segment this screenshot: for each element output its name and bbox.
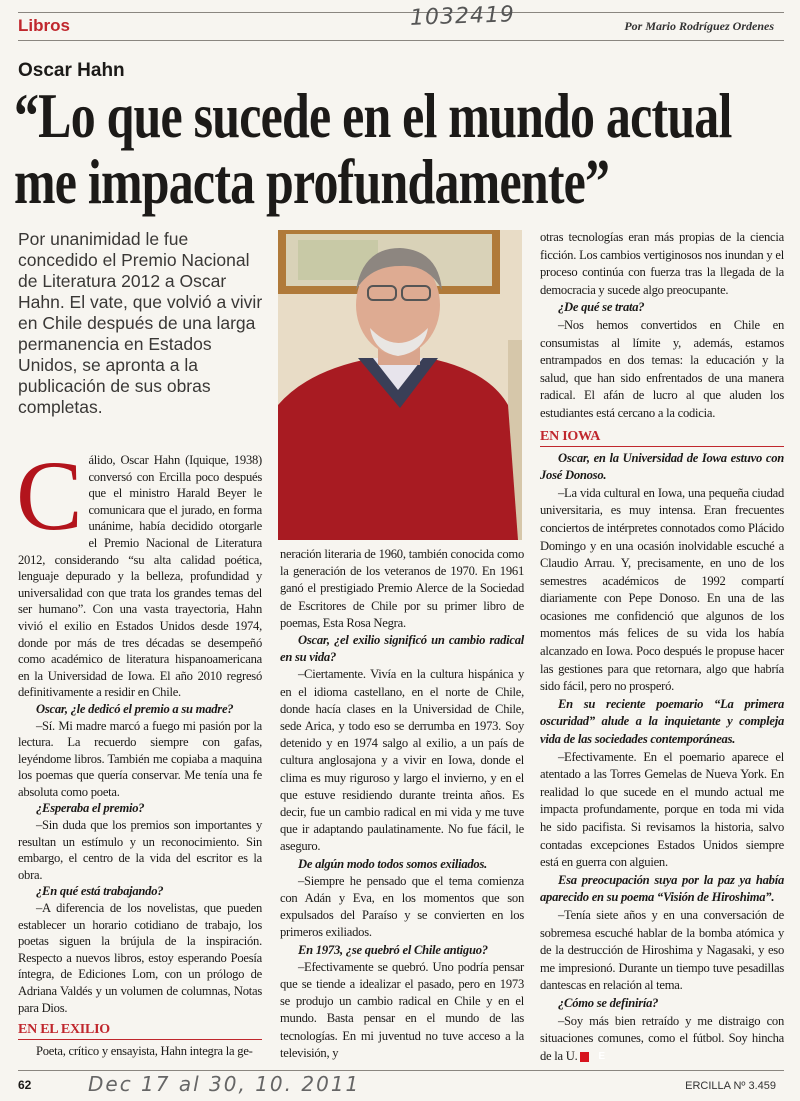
paragraph: –Tenía siete años y en una conversación de sobremesa escuché hablar de la bomba atómica y de la destrucción de Hiroshima y Nagasaki, y eso me impresionó. Durante un tiempo tuve pesadillas dantescas en relación al tema. [540, 907, 784, 993]
paragraph: –Efectivamente. En el poemario aparece el atentado a las Torres Gemelas de Nueva York. En realidad lo que sucede en el mundo actual me impacta profundamente, porque en toda mi vida he sido pacifista. Si revisamos la historia, salvo contadas excepciones Estados Unidos siempre está en guerra con alguien. [540, 749, 784, 870]
paragraph: otras tecnologías eran más propias de la ciencia ficción. Los cambios vertiginosos nos inundan y el proceso continúa con fuerza tras la llegada de la democracia y sucede algo preocupante. [540, 230, 784, 297]
paragraph: –Siempre he pensado que el tema comienza con Adán y Eva, en los momentos que son expulsados del Paraíso y se convierten en los primeros exiliados. [280, 873, 524, 940]
interview-question: Oscar, ¿le dedicó el premio a su madre? [36, 701, 234, 716]
interview-question: En su reciente poemario “La primera oscuridad” alude a la inquietante y compleja vida de las sociedades contemporáneas. [540, 696, 784, 747]
interview-question: ¿En qué está trabajando? [36, 884, 164, 899]
kicker: Oscar Hahn [18, 60, 125, 81]
section-label: Libros [18, 16, 70, 35]
headline-line-1: “Lo que sucede en el mundo actual [14, 80, 732, 151]
interview-question: En 1973, ¿se quebró el Chile antiguo? [298, 942, 488, 957]
end-mark-icon: E [580, 1052, 589, 1062]
interview-question: Oscar, en la Universidad de Iowa estuvo con José Donoso. [540, 450, 784, 483]
paragraph: –La vida cultural en Iowa, una pequeña ciudad universitaria, es muy intensa. Eran frecuentes conciertos de intérpretes connotados como Plácido Domingo y en una ocasión inolvidable escuché a Claudio Arrau. Y, precisamente, en uno de los semestres académicos de 1992 compartí diariamente con Pepe Donoso. En una de las ocasiones me confidenció que algunos de los momentos más felices de su vida los había alcanzado en Iowa. Poco después le propuse hacer las gestiones para que retornara, algo que habría sido fácil, pero no prosperó. [540, 485, 784, 694]
paragraph: –Soy más bien retraído y me distraigo con situaciones comunes, como el fútbol. Soy hincha de la U. E [540, 1013, 784, 1063]
paragraph: –Efectivamente se quebró. Uno podría pensar que se tiende a idealizar el pasado, pero en 1973 se produjo un cambio radical en Chile y en el mundo. Basta pensar en el mundo de las tecnologías. En mi juventud no tuve acceso a la televisión, y [280, 959, 524, 1060]
issue-number: ERCILLA Nº 3.459 [685, 1080, 776, 1092]
article-column-1 [16, 440, 262, 1060]
interview-question: De algún modo todos somos exiliados. [298, 856, 488, 871]
interview-question: ¿Esperaba el premio? [36, 801, 145, 816]
page-number: 62 [18, 1078, 32, 1092]
interview-question: Oscar, ¿el exilio significó un cambio radical en su vida? [280, 633, 524, 665]
interview-question: Esa preocupación suya por la paz ya había aparecido en su poema “Visión de Hiroshima”. [540, 872, 784, 905]
portrait-image [278, 230, 522, 540]
subheading: EN IOWA [540, 429, 784, 447]
drop-cap: C [16, 440, 83, 551]
paragraph: –A diferencia de los novelistas, que pueden establecer un horario cotidiano de trabajo, los poetas siguen la brújula de la inspiración. Respecto a nuevos libros, estoy esperando Poesía íntegra, de Ediciones Lom, con un prólogo de Adriana Valdés y un volumen de columnas, Notas para Dios. [18, 901, 262, 1015]
paragraph: –Sí. Mi madre marcó a fuego mi pasión por la lectura. La recuerdo siempre con gafas, leyéndome libros. También me copiaba a maquina los poemas que quería conservar. Me tenía una fe absoluta como poeta. [18, 718, 262, 799]
handwritten-date: Dec 17 al 30, 10. 2011 [88, 1072, 361, 1096]
subheading: EN EL EXILIO [18, 1022, 262, 1040]
author-photo [278, 230, 522, 540]
headline-line-2: me impacta profundamente” [14, 146, 610, 217]
paragraph: –Sin duda que los premios son importantes y resultan un estímulo y un reconocimiento. Sin embargo, el centro de la vida del escritor es la obra. [18, 818, 262, 882]
paragraph: –Ciertamente. Vivía en la cultura hispánica y en el idioma castellano, en el norte de Chile, donde hacía clases en la Universidad de Chile, sede Arica, y todo eso se derrumba en 1973. Soy detenido y en 1974 salgo al exilio, a un país de cultura anglosajona y a vivir en Iowa, donde el clima es muy riguroso y largo el invierno, y en el que estuve residiendo durante treinta años. Es decir, fue un cambio radical en mi vida y me tuve que ir adaptando paulatinamente. No fue fácil, le aseguro. [280, 667, 524, 854]
paragraph: –Nos hemos convertidos en Chile en consumistas al límite y, además, estamos entrampados en dos temas: la educación y la salud, que han sido enfrentados de una manera radical. El afán de lucro al que aluden los estudiantes está cercano a la codicia. [540, 317, 784, 420]
paragraph: Cálido, Oscar Hahn (Iquique, 1938) conversó con Ercilla poco después que el ministro Harald Beyer le comunicara que el jurado, en forma unánime, había decidido otorgarle el Premio Nacional de Literatura 2012, considerando “su alta calidad poética, lenguaje depurado y la belleza, profundidad y universalidad con que trata los grandes temas del ser humano”. Con una vasta trayectoria, Hahn vivió el exilio en Estados Unidos desde 1974, donde por más de tres décadas se desempeñó como académico de literatura hispanoamericana en la Universidad de Iowa. El año 2010 regresó definitivamente a residir en Chile. [16, 440, 262, 700]
paragraph: neración literaria de 1960, también conocida como la generación de los veteranos de 1970. En 1961 ganó el prestigiado Premio Alerce de la Sociedad de Escritores de Chile por su primer libro de poemas, Esta Rosa Negra. [280, 547, 524, 630]
header-bottom-rule [18, 40, 784, 41]
handwritten-id: 1032419 [409, 2, 516, 31]
byline: Por Mario Rodríguez Ordenes [624, 19, 774, 33]
footer-rule [18, 1070, 784, 1071]
lead-paragraph: Por unanimidad le fue concedido el Premio Nacional de Literatura 2012 a Oscar Hahn. El vate, que volvió a vivir en Chile después de una larga permanencia en Estados Unidos, se apronta a la publicación de sus obras completas. [18, 229, 263, 417]
article-column-3 [540, 229, 784, 1065]
header-top-rule [18, 12, 784, 13]
interview-question: ¿De qué se trata? [558, 300, 645, 315]
article-column-2 [280, 546, 524, 1062]
paragraph: Poeta, crítico y ensayista, Hahn integra la ge- [36, 1044, 253, 1059]
interview-question: ¿Cómo se definiría? [558, 995, 659, 1010]
